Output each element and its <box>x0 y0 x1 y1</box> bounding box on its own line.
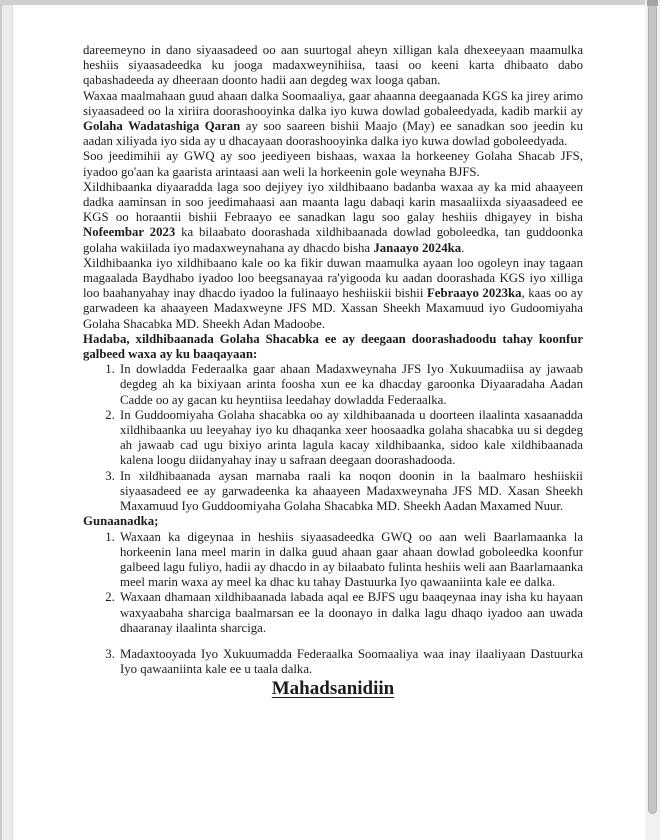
paragraph-3 <box>83 149 583 179</box>
viewer-top-edge <box>0 0 660 5</box>
text-run: Waxaan dhamaan xildhibaanada labada aqal ee BJFS ugu baaqeynaa inay isha ku hayaan waxyaabaha sharciga baalmarsan ee la doonayo in dalka lagu dhaqo iyadoo aan uwada dhaaranay ilaalinta sharciga. <box>120 590 583 635</box>
heading-baaq <box>83 332 583 362</box>
text-run: In Guddoomiyaha Golaha shacabka oo ay xildhibaanada u doorteen ilaalinta xasaanadda xildhibaanka uu leeyahay iyo ku dhaqanka xeer hoosaadka golaha shacabka uu si degdeg ah jawaab cad ugu bixiyo arinta lagula kacay xildhibaanka, sidoo kale xildhibaanada kalena loogu diidanyahay inay u safraan deegaan doorashadooda. <box>120 407 583 468</box>
text-run: Waxaa maalmahaan guud ahaan dalka Soomaaliya, gaar ahaanna deegaanada KGS ka jirey arimo siyaasadeed oo la xiriira doorashooyinka dalka iyo kuwa dowlad gobaleedyada, kadib markii ay <box>83 88 583 118</box>
scrollbar-track[interactable] <box>645 0 660 840</box>
list-item <box>118 362 583 408</box>
text-run: dareemeyno in dano siyaasadeed oo aan suurtogal aheyn xilligan kala dhexeeyaan maamulka heshiis siyaasadeedka ku jooga madaxweynihiisa, taasi oo keeni karta dhibaato dabo qabashadeeda ay dheeraan doonto hadii aan degdeg wax looga qaban. <box>83 43 583 88</box>
list-item <box>118 590 583 636</box>
text-run: Waxaan ka digeynaa in heshiis siyaasadeedka GWQ oo aan weli Baarlamaanka la horkeenin lana meel marin in dalka guud ahaan gaar ahaan dowlad goboleedka koonfur galbeed lagu fuliyo, hadii ay dhacdo in ay bilaabato fulinta heshiis weli aan Baarlamaanka meel marin waxa ay meel ka dhac ku tahay Dastuurka Iyo qawaaniinta kale ee dalka. <box>120 529 583 590</box>
viewer-left-margin <box>0 0 13 840</box>
text-run: ka bilaabato doorashada xildhibaanada dowlad goboleedka, tan guddoonka golaha wakiilada iyo madaxweynahana ay dhacdo bisha <box>83 225 583 255</box>
text-run: Gunaanadka; <box>83 514 159 529</box>
text-run: In xildhibaanada aysan marnaba raali ka noqon doonin in la baalmaro heshiiskii siyaasadeed ee ay garwadeenka ka ahaayeen Madaxweynaha JFS MD. Xasan Sheekh Maxamuud Iyo Guddoomiyaha Golaha Shacabka MD. Sheekh Aadan Maxamed Nuur. <box>120 468 583 514</box>
text-run: Xildhibaanka iyo xildhibaano kale oo ka fikir duwan maamulka ayaan loo ogoleyn inay tagaan magaalada Baydhabo iyadoo loo beegsanayaa ra'yigooda ku aadan doorashada KGS iyo xilliga loo baahanyahay inay dhacdo iyadoo la fulinaayo heshiiskii bishii <box>83 255 583 301</box>
text-run: Mahadsanidiin <box>271 678 395 700</box>
closing-title <box>83 677 583 700</box>
text-run: Soo jeedimihii ay GWQ ay soo jeediyeen bishaas, waxaa la horkeeney Golaha Shacab JFS, iyadoo go'aan ka gaarista arintaasi aan weli la horkeenin gole weynaha BJFS. <box>83 149 583 179</box>
text-run: , kaas oo ay garwadeen ka ahaayeen Madaxweyne JFS MD. Xassan Sheekh Maxamuud iyo Gudoomiyaha Golaha Shacabka MD. Sheekh Adan Madoobe. <box>83 286 583 331</box>
demands-list <box>83 362 583 514</box>
text-run: Janaayo 2024ka <box>373 240 462 255</box>
list-item <box>118 469 583 515</box>
scrollbar-top-corner <box>647 0 658 6</box>
list-item <box>118 408 583 469</box>
list-item <box>118 647 583 677</box>
text-run: In dowladda Federaalka gaar ahaan Madaxweynaha JFS Iyo Xukuumadiisa ay jawaab degdeg ah ka bixiyaan arinta foosha xun ee ka dhacday garoonka Diyaaradaha Aadan Cadde oo ay gacan ku heyntiisa leedahay dowladda Federaalka. <box>120 362 583 407</box>
text-run: Golaha Wadatashiga Qaran <box>83 119 241 134</box>
document-content <box>83 43 583 700</box>
list-item <box>118 530 583 591</box>
text-run: Hadaba, xildhibaanada Golaha Shacabka ee ay deegaan doorashadoodu tahay koonfur galbeed waxa ay ku baaqayaan: <box>83 331 583 362</box>
text-run: ay soo saareen bishii Maajo (May) ee sanadkan soo jeedin ku aadan xiliyada iyo sida ay u dhacayaan doorashooyinka dalka iyo kuwa dowlad goboleedyada. <box>83 119 583 149</box>
scrollbar-thumb[interactable] <box>648 4 657 814</box>
text-run: Madaxtooyada Iyo Xukuumadda Federaalka Soomaaliya waa inay ilaaliyaan Dastuurka Iyo qawaaniinta kale ee u taala dalka. <box>120 646 583 677</box>
paragraph-4 <box>83 180 583 256</box>
text-run: Nofeembar 2023 <box>83 225 176 240</box>
text-run: . <box>461 240 465 255</box>
text-run: Febraayo 2023ka <box>426 286 522 301</box>
paragraph-5 <box>83 256 583 332</box>
text-run: Xildhibaanka diyaaradda laga soo dejiyey iyo xildhibaano badanba waxaa ay ka mid ahaayeen dadka aaminsan in soo jeedimahaasi aan maanta lagu dabaqi karin masaaliixda siyaasadeed ee KGS oo horaantii bishii Febraayo ee sanadkan lagu soo galay heshiis dhigayey in bisha <box>83 179 583 225</box>
conclusions-list <box>83 530 583 678</box>
heading-gunaanadka <box>83 514 583 529</box>
paragraph-1 <box>83 43 583 89</box>
paragraph-2 <box>83 89 583 150</box>
